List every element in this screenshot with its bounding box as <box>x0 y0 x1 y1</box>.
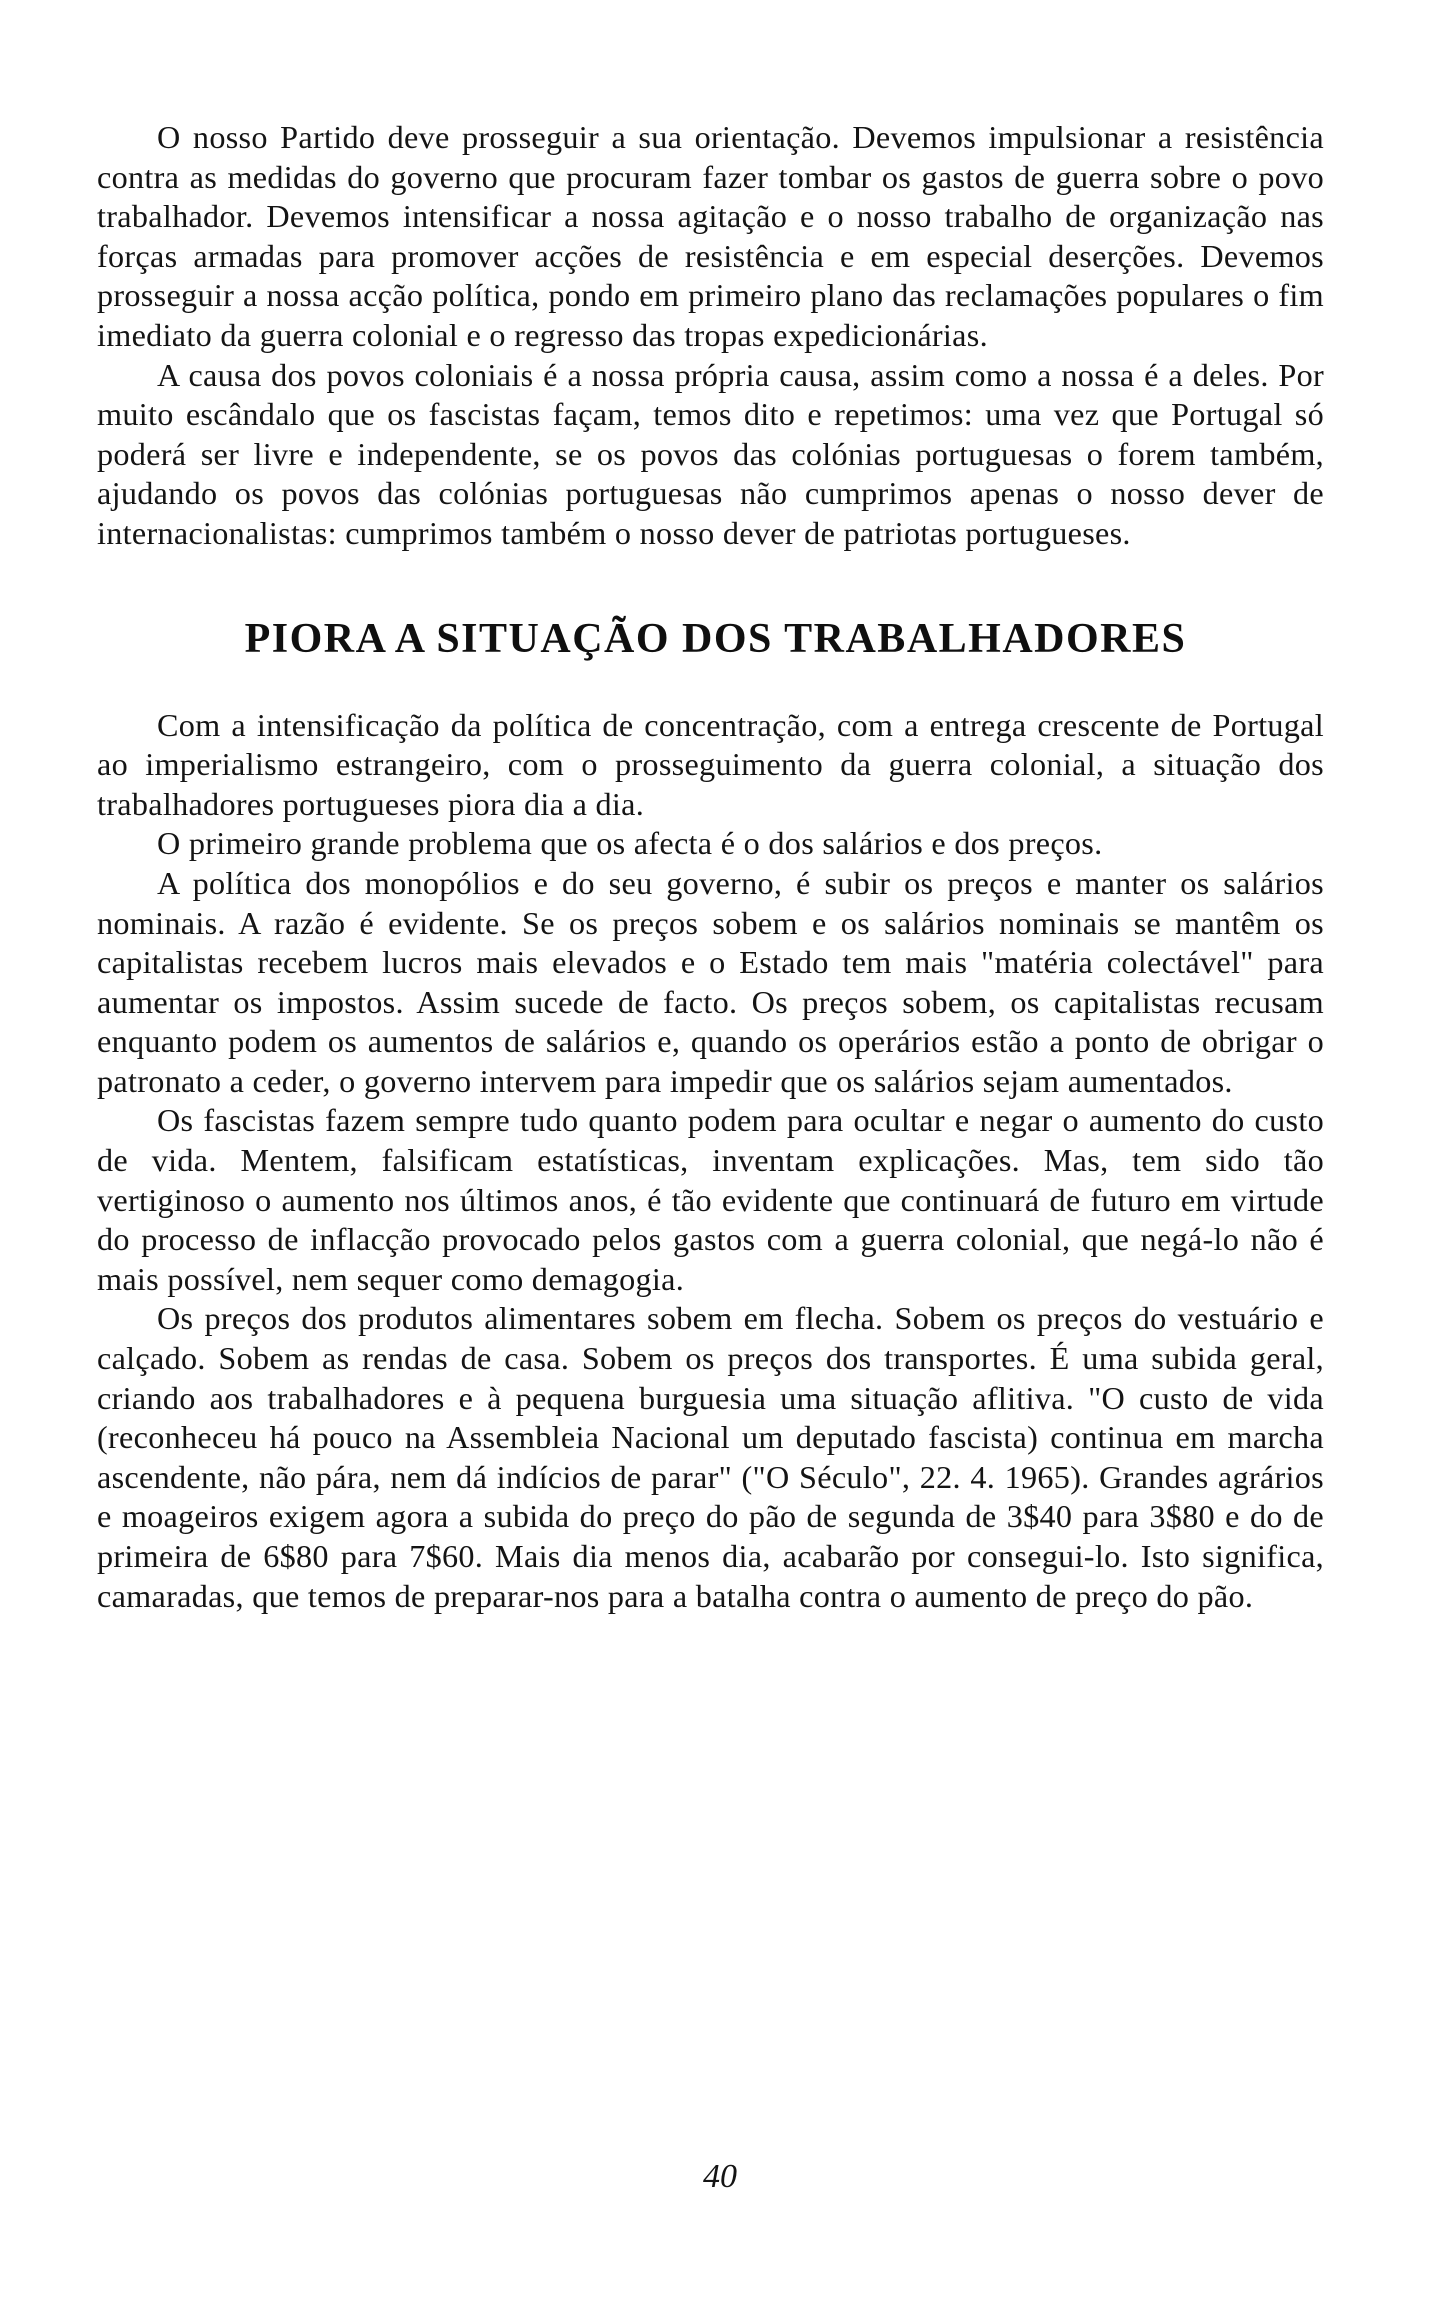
paragraph: O nosso Partido deve prosseguir a sua orientação. Devemos impulsionar a resistência contra as medidas do governo que procuram fazer tombar os gastos de guerra sobre o povo trabalhador. Devemos intensificar a nossa agitação e o nosso trabalho de organização nas forças armadas para promover acções de resistência e em especial deserções. Devemos prosseguir a nossa acção política, pondo em primeiro plano das reclamações populares o fim imediato da guerra colonial e o regresso das tropas expedicionárias. <box>97 119 1324 353</box>
paragraph: A causa dos povos coloniais é a nossa própria causa, assim como a nossa é a deles. Por muito escândalo que os fascistas façam, temos dito e repetimos: uma vez que Portugal só poderá ser livre e independente, se os povos das colónias portuguesas o forem também, ajudando os povos das colónias portuguesas não cumprimos apenas o nosso dever de internacionalistas: cumprimos também o nosso dever de patriotas portugueses. <box>97 356 1324 551</box>
document-page <box>97 118 1324 1616</box>
paragraph: Com a intensificação da política de concentração, com a entrega crescente de Portugal ao imperialismo estrangeiro, com o prosseguimento da guerra colonial, a situação dos trabalhadores portugueses piora dia a dia. <box>97 706 1324 822</box>
section-heading: PIORA A SITUAÇÃO DOS TRABALHADORES <box>244 615 1187 662</box>
page-number: 40 <box>703 2158 737 2195</box>
paragraph: Os fascistas fazem sempre tudo quanto podem para ocultar e negar o aumento do custo de vida. Mentem, falsificam estatísticas, inventam explicações. Mas, tem sido tão vertiginoso o aumento nos últimos anos, é tão evidente que continuará de futuro em virtude do processo de inflacção provocado pelos gastos com a guerra colonial, que negá-lo não é mais possível, nem sequer como demagogia. <box>97 1102 1324 1297</box>
paragraph: O primeiro grande problema que os afecta é o dos salários e dos preços. <box>157 825 1103 862</box>
paragraph: Os preços dos produtos alimentares sobem em flecha. Sobem os preços do vestuário e calçado. Sobem as rendas de casa. Sobem os preços dos transportes. É uma subida geral, criando aos trabalhadores e à pequena burguesia uma situação aflitiva. "O custo de vida (reconheceu há pouco na Assembleia Nacional um deputado fascista) continua em marcha ascendente, não pára, nem dá indícios de parar" ("O Século", 22. 4. 1965). Grandes agrários e moageiros exigem agora a subida do preço do pão de segunda de 3$40 para 3$80 e do de primeira de 6$80 para 7$60. Mais dia menos dia, acabarão por consegui-lo. Isto significa, camaradas, que temos de preparar-nos para a batalha contra o aumento de preço do pão. <box>97 1300 1324 1614</box>
paragraph: A política dos monopólios e do seu governo, é subir os preços e manter os salários nominais. A razão é evidente. Se os preços sobem e os salários nominais se mantêm os capitalistas recebem lucros mais elevados e o Estado tem mais "matéria colectável" para aumentar os impostos. Assim sucede de facto. Os preços sobem, os capitalistas recusam enquanto podem os aumentos de salários e, quando os operários estão a ponto de obrigar o patronato a ceder, o governo intervem para impedir que os salários sejam aumentados. <box>97 864 1324 1099</box>
